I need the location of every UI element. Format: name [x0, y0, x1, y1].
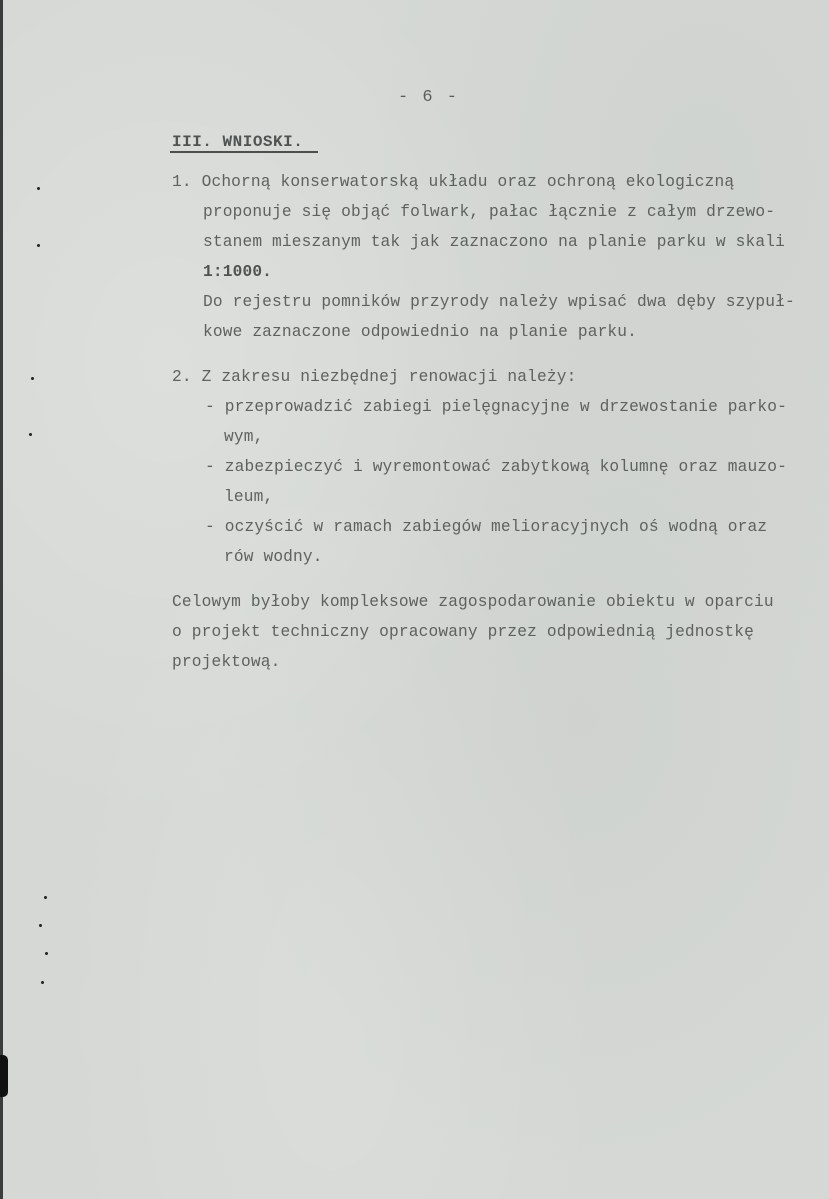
margin-speck — [37, 187, 40, 190]
list-item-line: leum, — [224, 488, 274, 506]
scan-left-edge — [0, 0, 3, 1199]
list-item-line: wym, — [224, 428, 264, 446]
section-heading: III. WNIOSKI. — [172, 133, 304, 151]
text-line: projektową. — [172, 653, 281, 671]
text-line: Celowym byłoby kompleksowe zagospodarowanie obiektu w oparciu — [172, 593, 774, 611]
margin-speck — [29, 433, 32, 436]
text-line: Do rejestru pomników przyrody należy wpisać dwa dęby szypuł- — [203, 293, 795, 311]
text-line: 2. Z zakresu niezbędnej renowacji należy: — [172, 368, 577, 386]
text-line: stanem mieszanym tak jak zaznaczono na planie parku w skali — [203, 233, 785, 251]
margin-speck — [41, 981, 44, 984]
margin-speck — [39, 924, 42, 927]
list-item-line: rów wodny. — [224, 548, 323, 566]
margin-speck — [45, 952, 48, 955]
text-line: kowe zaznaczone odpowiednio na planie parku. — [203, 323, 638, 341]
margin-speck — [37, 244, 40, 247]
scan-edge-blot — [0, 1055, 8, 1097]
text-line: 1. Ochorną konserwatorską układu oraz ochroną ekologiczną — [172, 173, 735, 191]
text-line: 1:1000. — [203, 263, 273, 281]
heading-underline — [170, 151, 318, 153]
list-item-line: - przeprowadzić zabiegi pielęgnacyjne w drzewostanie parko- — [205, 398, 787, 416]
text-line: o projekt techniczny opracowany przez odpowiednią jednostkę — [172, 623, 754, 641]
text-line: proponuje się objąć folwark, pałac łącznie z całym drzewo- — [203, 203, 776, 221]
list-item-line: - zabezpieczyć i wyremontować zabytkową kolumnę oraz mauzo- — [205, 458, 787, 476]
margin-speck — [31, 377, 34, 380]
page-number: - 6 - — [398, 88, 460, 107]
list-item-line: - oczyścić w ramach zabiegów melioracyjnych oś wodną oraz — [205, 518, 768, 536]
margin-speck — [44, 896, 47, 899]
